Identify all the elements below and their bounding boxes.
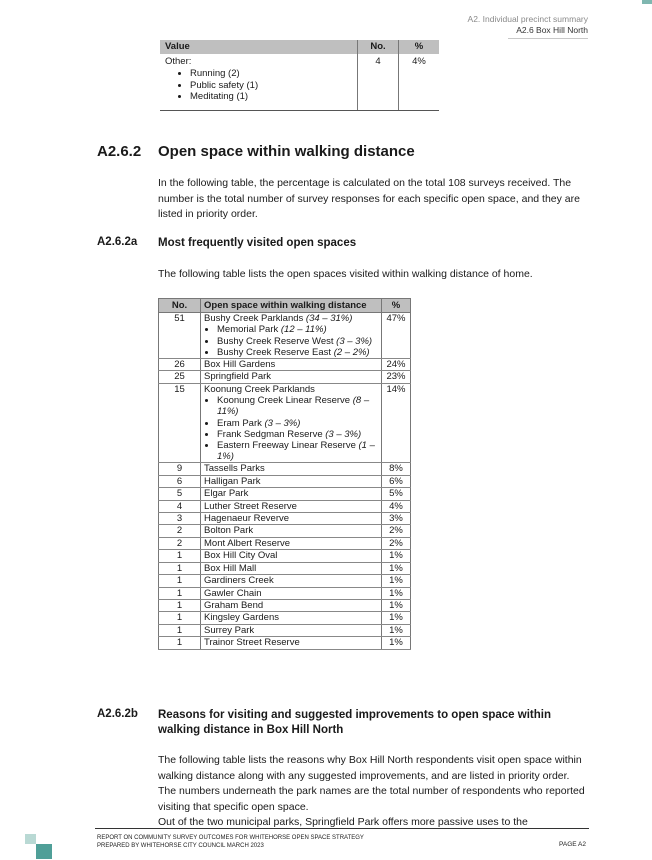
value-list	[165, 68, 352, 103]
open-space-name: Kingsley Gardens	[204, 612, 279, 624]
row-percentage: 14%	[382, 383, 411, 463]
sub-park-detail: (2 – 2%)	[333, 346, 370, 358]
header-section: A2.6 Box Hill North	[516, 25, 588, 35]
table-row	[159, 475, 411, 487]
subsection-a-intro: The following table lists the open spaces visited within walking distance of home.	[158, 268, 533, 280]
row-percentage: 4%	[382, 500, 411, 512]
value-table-header	[160, 40, 439, 54]
open-space-name: Halligan Park	[204, 475, 261, 487]
section-number: A2.6.2	[97, 143, 142, 160]
open-space-name: Koonung Creek Parklands	[204, 383, 315, 395]
open-space-name: Surrey Park	[204, 624, 255, 636]
row-count: 25	[159, 371, 201, 383]
open-space-name: Bolton Park	[204, 525, 254, 537]
sub-park-name: Koonung Creek Linear Reserve	[217, 395, 351, 407]
table-row	[159, 550, 411, 562]
open-space-name: Hagenaeur Reverve	[204, 513, 290, 525]
table-row	[159, 359, 411, 371]
row-percentage: 1%	[382, 599, 411, 611]
sub-park-detail: (3 – 3%)	[325, 428, 362, 440]
subsection-a-title: Most frequently visited open spaces	[158, 237, 357, 249]
row-count: 1	[159, 599, 201, 611]
row-percentage: 2%	[382, 525, 411, 537]
row-percentage: 1%	[382, 612, 411, 624]
list-item	[217, 336, 378, 347]
pct-col-header: %	[382, 299, 411, 313]
row-percentage: 1%	[382, 587, 411, 599]
row-count: 2	[159, 537, 201, 549]
table-row	[159, 575, 411, 587]
row-count: 1	[159, 612, 201, 624]
open-space-name-cell	[201, 313, 382, 359]
open-space-table-header	[159, 299, 411, 313]
value-cell	[160, 54, 358, 111]
row-percentage: 47%	[382, 313, 411, 359]
open-space-name-cell	[201, 575, 382, 587]
value-pct: 4%	[399, 54, 440, 111]
list-item	[217, 418, 378, 429]
sub-park-name: Bushy Creek Reserve East	[217, 346, 332, 358]
table-row	[159, 513, 411, 525]
table-row	[159, 371, 411, 383]
value-label: Other:	[165, 56, 192, 67]
value-no: 4	[358, 54, 399, 111]
subsection-b-paragraph-continued: Out of the two municipal parks, Springfield Park offers more passive uses to the	[158, 816, 528, 828]
open-space-name-cell	[201, 637, 382, 649]
open-space-name: Elgar Park	[204, 488, 249, 500]
open-space-name: Box Hill Gardens	[204, 359, 276, 371]
footer	[97, 834, 364, 850]
list-item	[217, 440, 378, 462]
row-count: 1	[159, 624, 201, 636]
open-space-name-cell	[201, 537, 382, 549]
open-space-name-cell	[201, 371, 382, 383]
sub-park-detail: (3 – 3%)	[336, 335, 373, 347]
row-count: 2	[159, 525, 201, 537]
row-percentage: 23%	[382, 371, 411, 383]
section-intro: In the following table, the percentage is calculated on the total 108 surveys received. The number is the total number of survey responses for each specific open space, and they are listed in priority order.	[158, 177, 580, 220]
header-rule	[508, 38, 588, 39]
row-percentage: 24%	[382, 359, 411, 371]
open-space-name: Graham Bend	[204, 599, 264, 611]
row-count: 1	[159, 550, 201, 562]
list-item	[217, 347, 378, 358]
open-space-name-cell	[201, 475, 382, 487]
sub-park-name: Frank Sedgman Reserve	[217, 428, 323, 440]
open-space-name-cell	[201, 488, 382, 500]
open-space-name-cell	[201, 513, 382, 525]
row-percentage: 1%	[382, 562, 411, 574]
sub-park-list	[204, 324, 378, 358]
list-item: • Meditating (1)	[190, 91, 352, 103]
row-count: 26	[159, 359, 201, 371]
open-space-name: Tassells Parks	[204, 463, 265, 475]
section-title: Open space within walking distance	[158, 143, 415, 160]
value-col-header: Value	[160, 40, 358, 54]
corner-accent	[642, 0, 652, 4]
table-row	[159, 612, 411, 624]
row-percentage: 2%	[382, 537, 411, 549]
row-count: 4	[159, 500, 201, 512]
subsection-b-paragraph: The following table lists the reasons why Box Hill North respondents visit open space within walking distance along with any suggested improvements, and are listed in priority order. The numbers underneath the park names are the total number of respondents who reported visiting that specific open space.	[158, 754, 585, 813]
open-space-name: Gardiners Creek	[204, 575, 274, 587]
open-space-detail: (34 – 31%)	[305, 313, 353, 324]
row-count: 6	[159, 475, 201, 487]
page-number: PAGE A2	[559, 841, 586, 848]
open-space-name-cell	[201, 383, 382, 463]
sub-park-name: Memorial Park	[217, 324, 279, 336]
row-percentage: 1%	[382, 575, 411, 587]
open-space-name: Box Hill Mall	[204, 562, 257, 574]
open-space-name: Trainor Street Reserve	[204, 637, 300, 649]
row-count: 51	[159, 313, 201, 359]
row-count: 1	[159, 637, 201, 649]
row-count: 9	[159, 463, 201, 475]
sub-park-detail: (3 – 3%)	[264, 417, 301, 429]
row-count: 1	[159, 575, 201, 587]
open-space-name: Mont Albert Reserve	[204, 537, 291, 549]
sub-park-list	[204, 395, 378, 462]
list-item: • Running (2)	[190, 68, 352, 80]
table-row	[159, 637, 411, 649]
open-space-name: Springfield Park	[204, 371, 272, 383]
list-item: • Public safety (1)	[190, 80, 352, 92]
subsection-a-number: A2.6.2a	[97, 236, 138, 248]
open-space-name-cell	[201, 463, 382, 475]
brand-square-dark	[36, 844, 52, 859]
open-space-table	[158, 298, 411, 650]
row-count: 5	[159, 488, 201, 500]
open-space-name-cell	[201, 599, 382, 611]
sub-park-name: Eastern Freeway Linear Reserve	[217, 440, 356, 452]
list-item	[217, 395, 378, 417]
footer-prepared-by: PREPARED BY WHITEHORSE CITY COUNCIL MARCH 2023	[97, 843, 264, 849]
row-count: 3	[159, 513, 201, 525]
subsection-b-number: A2.6.2b	[97, 708, 138, 720]
row-percentage: 3%	[382, 513, 411, 525]
row-count: 15	[159, 383, 201, 463]
list-item	[217, 429, 378, 440]
open-space-name-cell	[201, 624, 382, 636]
open-space-name-cell	[201, 500, 382, 512]
table-row	[159, 587, 411, 599]
open-space-name-cell	[201, 612, 382, 624]
open-space-name-cell	[201, 587, 382, 599]
sub-park-detail: (12 – 11%)	[280, 324, 327, 336]
row-percentage: 1%	[382, 637, 411, 649]
section-heading	[97, 143, 415, 160]
sub-park-detail: (1 – 1%)	[217, 440, 375, 463]
table-row	[159, 562, 411, 574]
row-percentage: 1%	[382, 550, 411, 562]
row-percentage: 5%	[382, 488, 411, 500]
table-row	[159, 488, 411, 500]
running-header	[468, 14, 588, 36]
row-percentage: 1%	[382, 624, 411, 636]
row-count: 1	[159, 587, 201, 599]
brand-square-light	[25, 834, 36, 844]
row-percentage: 8%	[382, 463, 411, 475]
table-row	[159, 383, 411, 463]
header-chapter: A2. Individual precinct summary	[467, 14, 588, 24]
sub-park-name: Bushy Creek Reserve West	[217, 335, 334, 347]
subsection-b-title: Reasons for visiting and suggested improvements to open space within walking distance in Box Hill North	[158, 709, 551, 736]
footer-report-title: REPORT ON COMMUNITY SURVEY OUTCOMES FOR WHITEHORSE OPEN SPACE STRATEGY	[97, 835, 364, 841]
no-col-header: No.	[358, 40, 399, 54]
open-space-table-body	[159, 313, 411, 650]
table-row	[159, 624, 411, 636]
list-item	[217, 324, 378, 335]
row-percentage: 6%	[382, 475, 411, 487]
open-space-name-cell	[201, 525, 382, 537]
table-row	[159, 537, 411, 549]
table-row	[160, 54, 439, 111]
open-space-name-cell	[201, 562, 382, 574]
open-space-name: Bushy Creek Parklands	[204, 313, 304, 324]
value-table	[160, 40, 439, 111]
table-row	[159, 500, 411, 512]
footer-rule	[95, 828, 589, 829]
open-space-name-cell	[201, 359, 382, 371]
no-col-header: No.	[159, 299, 201, 313]
row-count: 1	[159, 562, 201, 574]
table-row	[159, 599, 411, 611]
sub-park-name: Eram Park	[217, 417, 262, 429]
open-space-name: Box Hill City Oval	[204, 550, 278, 562]
sub-park-detail: (8 – 11%)	[217, 395, 370, 418]
open-space-name-cell	[201, 550, 382, 562]
table-row	[159, 463, 411, 475]
open-space-col-header: Open space within walking distance	[201, 299, 382, 313]
table-row	[159, 313, 411, 359]
pct-col-header: %	[399, 40, 440, 54]
table-row	[159, 525, 411, 537]
open-space-name: Gawler Chain	[204, 587, 262, 599]
open-space-name: Luther Street Reserve	[204, 500, 297, 512]
